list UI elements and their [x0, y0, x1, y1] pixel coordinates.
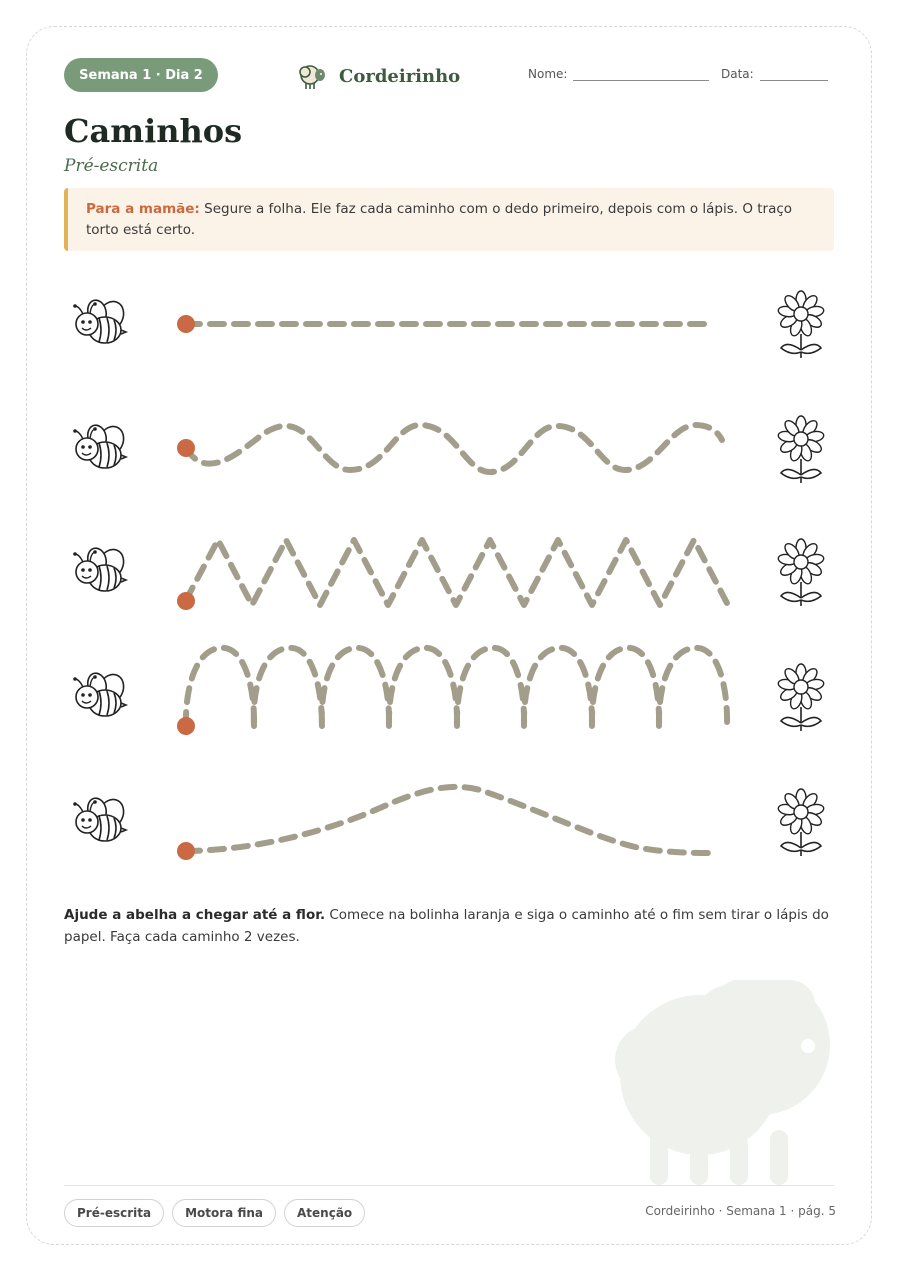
page-info: Cordeirinho · Semana 1 · pág. 5	[645, 1204, 836, 1218]
flower-icon	[777, 539, 824, 606]
zigzag-tracing-path[interactable]	[186, 540, 728, 605]
instruction-text: Comece na bolinha laranja e siga o caminho até o fim sem tirar o lápis do papel. Faça cada caminho 2 vezes.	[64, 907, 829, 945]
page-subtitle: Pré-escrita	[64, 156, 159, 176]
start-dot	[177, 717, 195, 735]
bee-icon	[73, 422, 128, 468]
week-badge: Semana 1 · Dia 2	[64, 58, 218, 92]
date-label: Data:	[721, 67, 754, 81]
flower-icon	[777, 664, 824, 731]
page-title: Caminhos	[64, 112, 243, 150]
start-dot	[177, 842, 195, 860]
tag-motora-fina: Motora fina	[172, 1199, 276, 1227]
flower-icon	[777, 291, 824, 358]
path-row-2[interactable]	[73, 416, 824, 483]
wave-tracing-path[interactable]	[186, 425, 722, 472]
parent-note-text: Segure a folha. Ele faz cada caminho com o dedo primeiro, depois com o lápis. O traço torto está certo.	[86, 201, 793, 238]
arc-tracing-path[interactable]	[186, 787, 712, 853]
bee-icon	[73, 670, 128, 716]
name-label: Nome:	[528, 67, 568, 81]
bee-icon	[73, 545, 128, 591]
brand-name: Cordeirinho	[339, 65, 461, 87]
path-row-5[interactable]	[73, 787, 824, 860]
instruction-lead: Ajude a abelha a chegar até a flor.	[64, 907, 326, 923]
loops-tracing-path[interactable]	[186, 648, 727, 726]
start-dot	[177, 439, 195, 457]
tag-pre-escrita: Pré-escrita	[64, 1199, 164, 1227]
path-row-4[interactable]	[73, 648, 824, 735]
footer-divider	[64, 1185, 834, 1186]
bee-icon	[73, 795, 128, 841]
flower-icon	[777, 789, 824, 856]
bee-icon	[73, 297, 128, 343]
flower-icon	[777, 416, 824, 483]
start-dot	[177, 592, 195, 610]
parent-note-lead: Para a mamãe:	[86, 201, 200, 217]
tag-atencao: Atenção	[284, 1199, 365, 1227]
skill-tags	[64, 1199, 365, 1227]
path-row-3[interactable]	[73, 539, 824, 610]
instruction	[64, 904, 834, 948]
start-dot	[177, 315, 195, 333]
path-row-1[interactable]	[73, 291, 824, 358]
sheep-watermark-icon	[610, 980, 840, 1190]
